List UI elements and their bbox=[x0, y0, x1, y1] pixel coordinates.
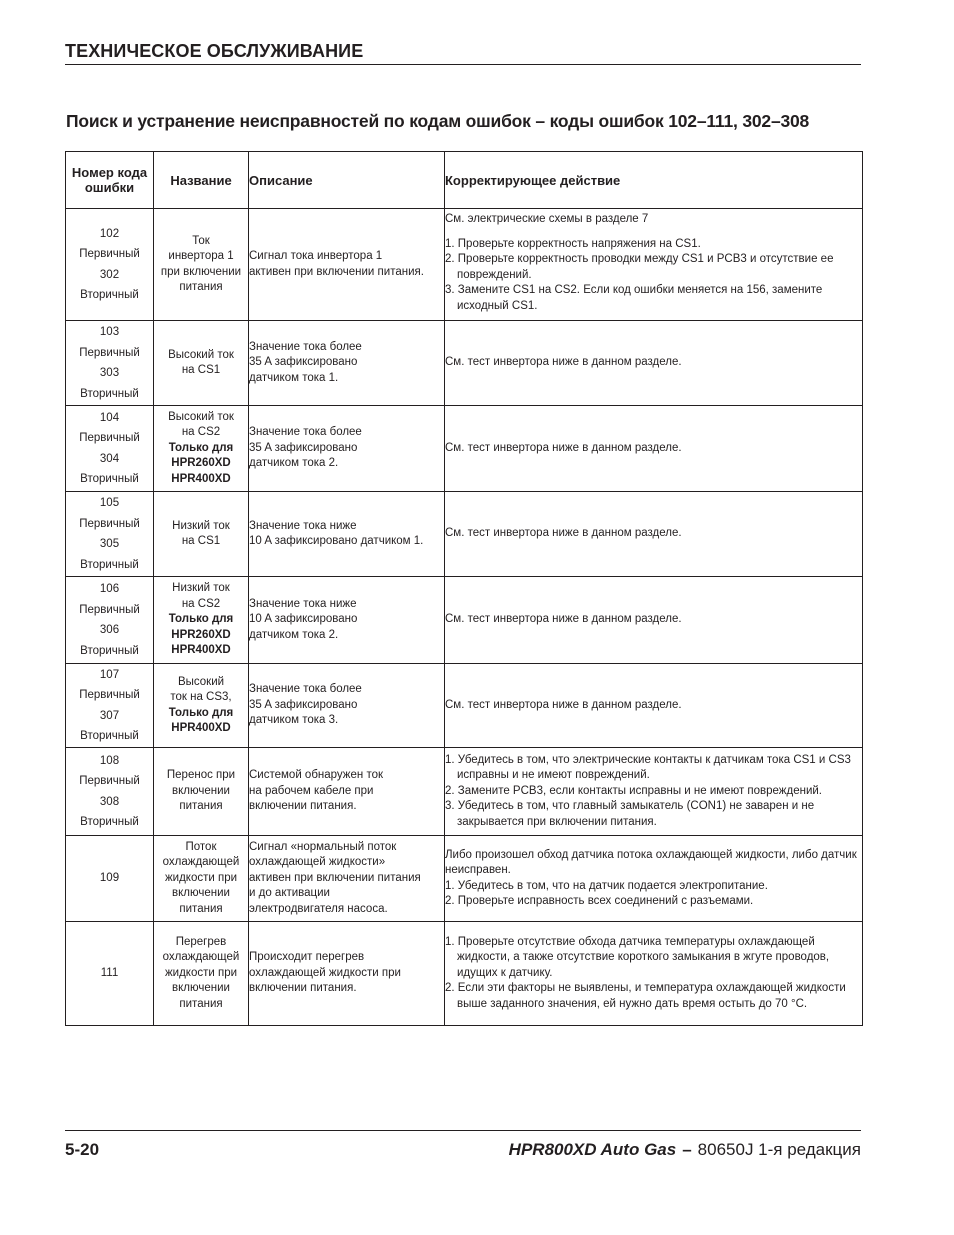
error-code-value: 306 bbox=[99, 624, 120, 636]
cell-error-name bbox=[154, 577, 249, 664]
error-code-value: 308 bbox=[99, 795, 120, 808]
cell-error-code bbox=[66, 577, 154, 664]
description-line: 10 A зафиксировано bbox=[249, 613, 358, 626]
section-title: Поиск и устранение неисправностей по кодам ошибок – коды ошибок 102–111, 302–308 bbox=[66, 111, 810, 131]
action-step: 2. Проверьте исправность всех соединений с разъемами. bbox=[445, 895, 754, 907]
cell-error-code bbox=[66, 748, 154, 836]
error-code-value: 303 bbox=[99, 367, 120, 379]
description-line: Значение тока ниже bbox=[249, 597, 357, 610]
error-code-type: Вторичный bbox=[80, 816, 139, 828]
cell-error-name bbox=[154, 664, 249, 748]
error-name-line: питания bbox=[179, 281, 223, 293]
error-name-line: при включении bbox=[160, 265, 242, 278]
cell-corrective-action bbox=[445, 748, 863, 836]
action-steps-list bbox=[445, 879, 862, 910]
error-name-line: питания bbox=[179, 800, 223, 813]
cell-error-code bbox=[66, 321, 154, 406]
error-code-value: 108 bbox=[99, 754, 120, 767]
error-code-value: 104 bbox=[99, 411, 120, 424]
description-line: датчиком тока 2. bbox=[249, 628, 339, 641]
error-code-type: Первичный bbox=[79, 689, 140, 701]
error-name-line: Высокий ток bbox=[168, 410, 234, 423]
error-name-line: Низкий ток bbox=[172, 519, 230, 532]
error-name-line: жидкости при bbox=[164, 966, 238, 979]
error-code-type: Первичный bbox=[79, 248, 140, 260]
error-code-type: Вторичный bbox=[80, 289, 139, 301]
error-name-line: инвертора 1 bbox=[168, 250, 234, 262]
table-row bbox=[66, 492, 863, 577]
error-name-line: Перегрев bbox=[175, 935, 227, 948]
error-codes-table bbox=[65, 151, 863, 1026]
page-number: 5-20 bbox=[65, 1140, 100, 1159]
error-name-line: питания bbox=[179, 902, 223, 915]
error-name-line: включении bbox=[172, 784, 230, 797]
error-code-type: Первичный bbox=[79, 346, 140, 359]
action-intro: См. тест инвертора ниже в данном разделе. bbox=[445, 441, 682, 454]
cell-error-name bbox=[154, 492, 249, 577]
cell-description bbox=[249, 321, 445, 406]
error-code-type: Первичный bbox=[79, 517, 140, 530]
error-name-line: на CS1 bbox=[181, 364, 221, 376]
error-code-value: 102 bbox=[99, 227, 120, 240]
error-name-line: включении bbox=[172, 982, 230, 995]
description-line: 35 A зафиксировано bbox=[249, 441, 358, 454]
description-line: Сигнал тока инвертора 1 bbox=[249, 250, 383, 262]
cell-corrective-action bbox=[445, 577, 863, 664]
action-step: 1. Убедитесь в том, что на датчик подается электропитание. bbox=[445, 879, 768, 892]
error-code-type: Первичный bbox=[79, 432, 140, 444]
description-line: 35 A зафиксировано bbox=[249, 698, 358, 711]
table-row bbox=[66, 836, 863, 922]
model-restriction-line: Только для bbox=[168, 613, 234, 626]
model-restriction-line: HPR260XD bbox=[171, 628, 231, 641]
description-line: и до активации bbox=[249, 887, 330, 900]
cell-error-name bbox=[154, 836, 249, 922]
error-name-line: охлаждающей bbox=[162, 951, 240, 964]
table-row bbox=[66, 209, 863, 321]
action-intro: См. тест инвертора ниже в данном разделе. bbox=[445, 613, 682, 626]
cell-error-code bbox=[66, 492, 154, 577]
cell-description bbox=[249, 209, 445, 321]
error-name-line: Поток bbox=[185, 840, 217, 853]
table-row bbox=[66, 321, 863, 406]
error-name-line: питания bbox=[179, 997, 223, 1010]
spacer bbox=[445, 228, 862, 237]
page-header bbox=[65, 41, 861, 65]
description-line: 10 A зафиксировано датчиком 1. bbox=[249, 535, 424, 547]
description-line: Происходит перегрев bbox=[249, 951, 365, 964]
column-header-description: Описание bbox=[249, 152, 445, 209]
description-line: активен при включении питания bbox=[249, 871, 421, 884]
description-line: активен при включении питания. bbox=[249, 265, 424, 278]
error-name-line: Перенос при bbox=[166, 769, 236, 782]
error-name-line: Высокий ток bbox=[168, 348, 234, 361]
cell-description bbox=[249, 922, 445, 1026]
error-code-type: Вторичный bbox=[80, 730, 139, 742]
action-intro: См. электрические схемы в разделе 7 bbox=[445, 213, 649, 225]
cell-corrective-action bbox=[445, 836, 863, 922]
error-name-line: ток на CS3, bbox=[170, 691, 232, 703]
footer-dash: – bbox=[682, 1140, 692, 1159]
cell-error-name bbox=[154, 209, 249, 321]
model-restriction-line: HPR400XD bbox=[171, 644, 231, 657]
error-code-value: 307 bbox=[99, 709, 120, 722]
cell-corrective-action bbox=[445, 321, 863, 406]
footer-product-name: HPR800XD Auto Gas bbox=[508, 1140, 677, 1159]
description-line: охлаждающей жидкости при bbox=[249, 966, 401, 979]
cell-description bbox=[249, 577, 445, 664]
action-step: 3. Убедитесь в том, что главный замыкатель (CON1) не заварен и не закрывается при включении питания. bbox=[445, 800, 815, 828]
cell-description bbox=[249, 748, 445, 836]
action-intro: Либо произошел обход датчика потока охлаждающей жидкости, либо датчик неисправен. bbox=[445, 848, 857, 876]
page-header-title: ТЕХНИЧЕСКОЕ ОБСЛУЖИВАНИЕ bbox=[65, 41, 364, 61]
error-name-line: Низкий ток bbox=[172, 582, 230, 595]
cell-error-code bbox=[66, 209, 154, 321]
cell-corrective-action bbox=[445, 406, 863, 492]
footer-doc-info bbox=[509, 1140, 861, 1160]
column-header-action: Корректирующее действие bbox=[445, 152, 863, 209]
error-name-line: Высокий bbox=[177, 675, 225, 688]
model-restriction-line: HPR400XD bbox=[171, 722, 231, 734]
column-header-name: Название bbox=[154, 152, 249, 209]
cell-corrective-action bbox=[445, 209, 863, 321]
cell-description bbox=[249, 406, 445, 492]
description-line: датчиком тока 1. bbox=[249, 371, 339, 384]
error-code-value: 304 bbox=[99, 452, 120, 465]
description-line: на рабочем кабеле при bbox=[249, 784, 374, 797]
table-row bbox=[66, 922, 863, 1026]
cell-description bbox=[249, 664, 445, 748]
error-code-type: Вторичный bbox=[80, 644, 139, 657]
action-step: 2. Замените PCB3, если контакты исправны и не имеют повреждений. bbox=[445, 784, 822, 797]
error-code-type: Первичный bbox=[79, 603, 140, 616]
model-restriction-line: Только для bbox=[168, 706, 234, 719]
error-code-value: 302 bbox=[99, 268, 120, 281]
error-code-value: 109 bbox=[99, 872, 120, 885]
table-row bbox=[66, 748, 863, 836]
action-step: 2. Если эти факторы не выявлены, и температура охлаждающей жидкости выше заданного значения, ей нужно дать время остыть до 70 °C. bbox=[445, 982, 846, 1010]
table-header-row bbox=[66, 152, 863, 209]
error-code-type: Первичный bbox=[79, 775, 140, 787]
cell-error-code bbox=[66, 922, 154, 1026]
page-footer bbox=[65, 1130, 861, 1159]
cell-corrective-action bbox=[445, 922, 863, 1026]
error-name-line: охлаждающей bbox=[162, 856, 240, 869]
cell-error-code bbox=[66, 664, 154, 748]
cell-error-name bbox=[154, 748, 249, 836]
action-intro: См. тест инвертора ниже в данном разделе. bbox=[445, 356, 682, 369]
action-intro: См. тест инвертора ниже в данном разделе. bbox=[445, 527, 682, 540]
description-line: электродвигателя насоса. bbox=[249, 902, 388, 915]
cell-error-name bbox=[154, 922, 249, 1026]
footer-revision: 80650J 1-я редакция bbox=[697, 1140, 861, 1159]
cell-error-name bbox=[154, 321, 249, 406]
description-line: охлаждающей жидкости» bbox=[249, 856, 386, 869]
error-name-line: на CS2 bbox=[181, 426, 221, 439]
cell-description bbox=[249, 836, 445, 922]
cell-error-code bbox=[66, 406, 154, 492]
column-header-code: Номер кода ошибки bbox=[66, 152, 154, 209]
cell-description bbox=[249, 492, 445, 577]
error-code-type: Вторичный bbox=[80, 558, 139, 571]
description-line: Системой обнаружен ток bbox=[249, 769, 384, 782]
action-steps-list bbox=[445, 237, 862, 315]
model-restriction-line: HPR260XD bbox=[171, 457, 231, 470]
description-line: Значение тока более bbox=[249, 683, 362, 696]
error-name-line: на CS1 bbox=[181, 535, 221, 547]
error-code-value: 111 bbox=[100, 967, 119, 980]
error-code-value: 106 bbox=[99, 583, 120, 595]
action-intro: См. тест инвертора ниже в данном разделе. bbox=[445, 698, 682, 711]
cell-corrective-action bbox=[445, 664, 863, 748]
action-steps-list bbox=[445, 753, 862, 831]
description-line: 35 A зафиксировано bbox=[249, 356, 358, 369]
description-line: датчиком тока 2. bbox=[249, 457, 339, 470]
error-code-value: 107 bbox=[99, 668, 120, 681]
table-row bbox=[66, 577, 863, 664]
error-code-value: 305 bbox=[99, 538, 120, 550]
cell-error-name bbox=[154, 406, 249, 492]
description-line: Значение тока более bbox=[249, 426, 362, 439]
model-restriction-line: HPR400XD bbox=[171, 472, 231, 485]
table-row bbox=[66, 406, 863, 492]
cell-corrective-action bbox=[445, 492, 863, 577]
description-line: Сигнал «нормальный поток bbox=[249, 840, 397, 853]
description-line: включении питания. bbox=[249, 800, 357, 813]
error-name-line: на CS2 bbox=[181, 597, 221, 610]
table-body bbox=[66, 209, 863, 1026]
action-step: 1. Проверьте корректность напряжения на CS1. bbox=[445, 237, 701, 250]
action-step: 3. Замените CS1 на CS2. Если код ошибки меняется на 156, замените исходный CS1. bbox=[445, 284, 823, 312]
table-row bbox=[66, 664, 863, 748]
error-name-line: Ток bbox=[192, 234, 210, 247]
action-step: 2. Проверьте корректность проводки между CS1 и PCB3 и отсутствие ее повреждений. bbox=[445, 253, 834, 281]
description-line: Значение тока более bbox=[249, 340, 362, 353]
error-code-value: 103 bbox=[99, 326, 120, 338]
error-name-line: жидкости при bbox=[164, 871, 238, 884]
action-steps-list bbox=[445, 935, 862, 1013]
error-name-line: включении bbox=[172, 887, 230, 900]
model-restriction-line: Только для bbox=[168, 441, 234, 454]
description-line: датчиком тока 3. bbox=[249, 714, 339, 727]
error-code-type: Вторичный bbox=[80, 473, 139, 485]
cell-error-code bbox=[66, 836, 154, 922]
action-step: 1. Убедитесь в том, что электрические контакты к датчикам тока CS1 и CS3 исправны и не имеют повреждений. bbox=[445, 753, 851, 782]
error-code-value: 105 bbox=[99, 497, 120, 509]
description-line: Значение тока ниже bbox=[249, 519, 357, 532]
error-code-type: Вторичный bbox=[80, 387, 139, 400]
action-step: 1. Проверьте отсутствие обхода датчика температуры охлаждающей жидкости, а также отсутствие короткого замыкания в жгуте проводов, идущих к датчику. bbox=[445, 935, 830, 979]
description-line: включении питания. bbox=[249, 982, 357, 995]
